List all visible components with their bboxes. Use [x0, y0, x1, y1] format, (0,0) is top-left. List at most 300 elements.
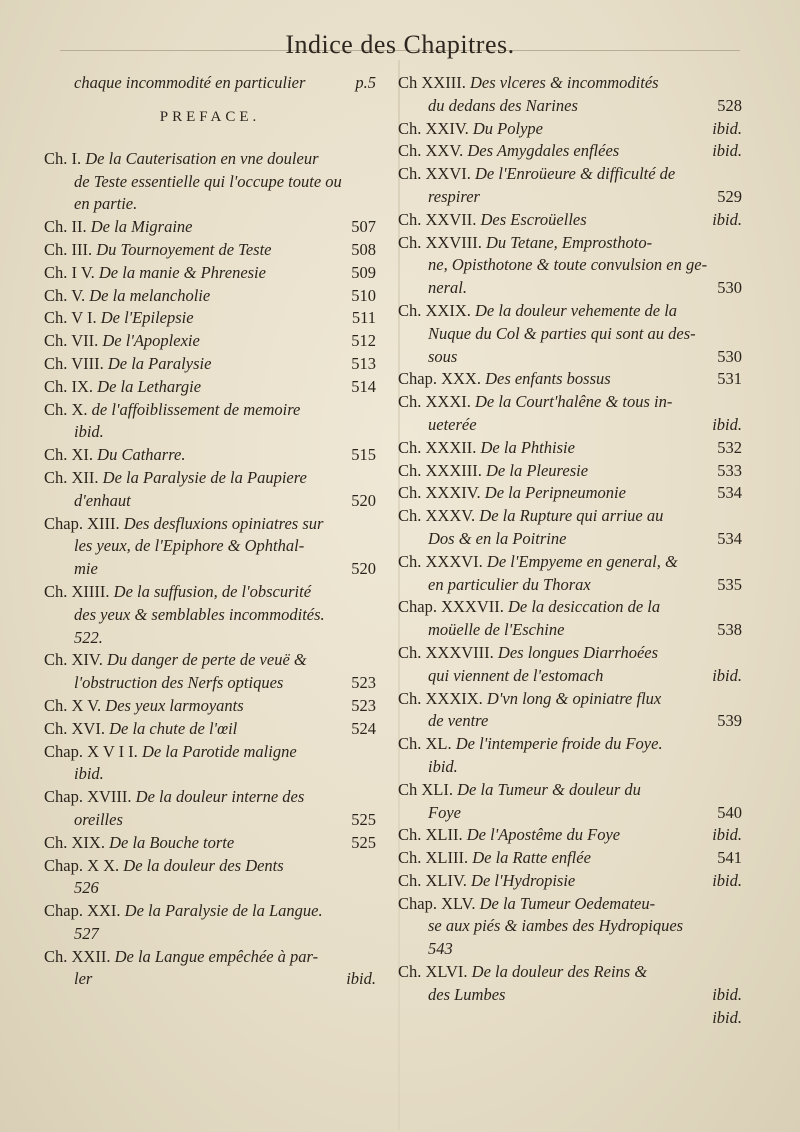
chapter-entry [398, 779, 742, 825]
chapter-entry-continuation [398, 915, 742, 938]
chapter-number: Ch. XXXVIII. [398, 642, 494, 662]
chapter-title: De la Paralysie [107, 353, 212, 373]
chapter-entry-continuation [398, 346, 742, 369]
chapter-entry-continuation [398, 414, 742, 437]
chapter-title: De l'Hydropisie [471, 870, 576, 890]
page-number: 534 [717, 528, 742, 548]
page-number: 528 [717, 95, 742, 115]
chapter-entry-continuation [398, 665, 742, 688]
chapter-entry-continuation [44, 627, 376, 650]
chapter-title: Nuque du Col & parties qui sont au des- [428, 323, 696, 343]
chapter-entry [44, 262, 376, 285]
page-number: 512 [351, 331, 376, 351]
chapter-entry [44, 376, 376, 399]
chapter-entry-line [44, 216, 376, 239]
chapter-title: De la Phthisie [480, 437, 575, 457]
chapter-entry-continuation [398, 938, 742, 961]
chapter-number: Ch. XVI. [44, 718, 105, 738]
page-number: 511 [351, 308, 376, 328]
page-number: 529 [717, 186, 742, 206]
chapter-entry-continuation [398, 277, 742, 300]
chapter-entry-line [44, 467, 376, 490]
chapter-title: De la Migraine [90, 217, 193, 237]
chapter-entry-continuation [44, 672, 376, 695]
chapter-number: Ch. XXXV. [398, 506, 476, 526]
chapter-entry-line [398, 209, 742, 232]
chapter-title: De l'Apoplexie [102, 331, 200, 351]
chapter-entry-line [44, 855, 376, 878]
chapter-entry-continuation [398, 984, 742, 1007]
page-number: ibid. [712, 118, 742, 138]
page-number: 525 [351, 832, 376, 852]
chapter-entry-line [44, 695, 376, 718]
chapter-entry-line [398, 232, 742, 255]
page-number: 532 [717, 437, 742, 457]
chapter-entry-line [398, 140, 742, 163]
chapter-title: 526 [74, 878, 99, 898]
chapter-number: Ch. III. [44, 239, 93, 259]
chapter-title: Du Tournoyement de Teste [96, 239, 272, 259]
chapter-entry-line [44, 262, 376, 285]
chapter-entry [398, 232, 742, 300]
chapter-title: De la douleur des Dents [123, 855, 284, 875]
chapter-title: des yeux & semblables incommodités. [74, 604, 325, 624]
chapter-title: De la desiccation de la [507, 597, 661, 617]
chapter-title: Dos & en la Poitrine [428, 528, 567, 548]
chapter-title: De la Langue empêchée à par- [114, 946, 319, 966]
chapter-number: Ch. XI. [44, 445, 94, 465]
chapter-number: Chap. X V I I. [44, 741, 138, 761]
chapter-entry-line [44, 399, 376, 422]
chapter-entry-line [44, 376, 376, 399]
chapter-title: De la manie & Phrenesie [98, 262, 266, 282]
chapter-entry [398, 551, 742, 597]
chapter-entry [398, 642, 742, 688]
page-number: ibid. [712, 825, 742, 845]
chapter-entry [398, 368, 742, 391]
chapter-title: de Teste essentielle qui l'occupe toute ou [74, 171, 342, 191]
chapter-title: De la Bouche torte [109, 832, 235, 852]
chapter-title: De l'Enroüeure & difficulté de [475, 164, 676, 184]
chapter-entry [398, 300, 742, 368]
chapter-title: qui viennent de l'estomach [428, 665, 604, 685]
chapter-title: Foye [428, 802, 461, 822]
chapter-entry [44, 307, 376, 330]
chapter-entry-line [398, 460, 742, 483]
chapter-entry-continuation [398, 323, 742, 346]
page-number: 510 [351, 285, 376, 305]
chapter-title: ibid. [74, 764, 104, 784]
chapter-entry-line [398, 642, 742, 665]
chapter-entry [44, 946, 376, 992]
chapter-title: D'vn long & opiniatre flux [486, 688, 662, 708]
chapter-number: Ch. X. [44, 399, 88, 419]
chapter-entry [44, 467, 376, 513]
page-number: ibid. [712, 414, 742, 434]
chapter-title: du dedans des Narines [428, 95, 578, 115]
chapter-number: Chap. XXXVII. [398, 597, 504, 617]
chapter-title: De la Ratte enflée [472, 848, 591, 868]
chapter-entry-continuation [44, 193, 376, 216]
chapter-number: Ch. XII. [44, 467, 99, 487]
chapter-entry-continuation [44, 763, 376, 786]
chapter-entry-continuation [398, 619, 742, 642]
chapter-title: De la Court'halêne & tous in- [475, 392, 673, 412]
chapter-entry-continuation [44, 558, 376, 581]
chapter-title: 522. [74, 627, 103, 647]
chapter-entry-line [398, 163, 742, 186]
chapter-title: Des Escroüelles [480, 209, 587, 229]
chapter-number: Ch. XL. [398, 734, 452, 754]
chapter-entry-line [44, 832, 376, 855]
chapter-number: Chap. X X. [44, 855, 120, 875]
chapter-number: Ch. XXXI. [398, 392, 471, 412]
chapter-number: Chap. XXX. [398, 369, 481, 389]
chapter-number: Ch. XXXIX. [398, 688, 483, 708]
chapter-entry [44, 399, 376, 445]
chapter-number: Ch. XXVII. [398, 209, 477, 229]
chapter-title: De l'Epilepsie [100, 308, 194, 328]
chapter-number: Ch. XXXIII. [398, 460, 482, 480]
chapter-title: Des Amygdales enflées [467, 141, 620, 161]
chapter-title: l'obstruction des Nerfs optiques [74, 673, 284, 693]
chapter-title: moüelle de l'Eschine [428, 620, 565, 640]
chapter-entry-continuation [44, 877, 376, 900]
chapter-entry [398, 505, 742, 551]
page-number: 508 [351, 239, 376, 259]
continuation-line [44, 72, 376, 95]
chapter-entry-line [44, 946, 376, 969]
chapter-number: Chap. XLV. [398, 893, 476, 913]
chapter-number: Ch XXIII. [398, 73, 466, 92]
chapter-entry-continuation [398, 528, 742, 551]
chapter-entry [44, 855, 376, 901]
chapter-title: ibid. [74, 422, 104, 442]
right-column [398, 72, 742, 1029]
chapter-title: Des enfants bossus [485, 369, 611, 389]
chapter-number: Ch. VII. [44, 331, 99, 351]
chapter-number: Ch. XXXII. [398, 437, 477, 457]
chapter-number: Chap. XVIII. [44, 787, 132, 807]
chapter-entry [44, 741, 376, 787]
chapter-title: ne, Opisthotone & toute convulsion en ge- [428, 255, 708, 275]
chapter-entry-line [44, 900, 376, 923]
chapter-entry-continuation [44, 968, 376, 991]
chapter-entry [398, 596, 742, 642]
chapter-entry-line [398, 551, 742, 574]
chapter-number: Chap. XXI. [44, 901, 121, 921]
chapter-entry-line [398, 847, 742, 870]
right-entry-list [398, 72, 742, 1007]
chapter-number: Ch. II. [44, 217, 87, 237]
chapter-entry [398, 140, 742, 163]
page-number: 530 [717, 278, 742, 298]
chapter-entry [44, 718, 376, 741]
page-number: ibid. [346, 969, 376, 989]
chapter-title: 543 [428, 939, 453, 959]
chapter-entry [44, 695, 376, 718]
chapter-entry-line [398, 505, 742, 528]
page-number: 523 [351, 673, 376, 693]
chapter-number: Ch. XXIV. [398, 118, 469, 138]
chapter-number: Ch. IX. [44, 376, 94, 396]
page-number: 520 [351, 490, 376, 510]
page-number: 520 [351, 559, 376, 579]
chapter-entry [44, 285, 376, 308]
chapter-number: Ch. XIIII. [44, 581, 110, 601]
page-number: ibid. [712, 665, 742, 685]
chapter-title: De la Tumeur & douleur du [457, 779, 641, 799]
trailing-ibid [398, 1007, 742, 1030]
chapter-title: ueterée [428, 414, 477, 434]
page-number: 533 [717, 460, 742, 480]
left-column [44, 72, 376, 991]
chapter-title: d'enhaut [74, 490, 131, 510]
chapter-title: oreilles [74, 809, 123, 829]
chapter-entry-line [398, 688, 742, 711]
chapter-title: en partie. [74, 194, 138, 214]
chapter-entry [398, 391, 742, 437]
chapter-number: Chap. XIII. [44, 513, 120, 533]
chapter-entry [44, 649, 376, 695]
chapter-title: De la Tumeur Oedemateu- [479, 893, 656, 913]
continuation-page: p.5 [355, 73, 376, 92]
chapter-number: Ch. I. [44, 148, 82, 168]
chapter-number: Ch XLI. [398, 779, 453, 799]
chapter-entry-continuation [398, 802, 742, 825]
chapter-number: Ch. V I. [44, 308, 97, 328]
chapter-number: Ch. XXXIV. [398, 483, 481, 503]
chapter-title: se aux piés & iambes des Hydropiques [428, 916, 684, 936]
chapter-entry-line [398, 72, 742, 95]
chapter-title: De l'Empyeme en general, & [486, 551, 678, 571]
chapter-title: De la Cauterisation en vne douleur [85, 148, 319, 168]
chapter-entry-line [398, 391, 742, 414]
chapter-title: en particulier du Thorax [428, 574, 591, 594]
chapter-entry-line [398, 437, 742, 460]
chapter-number: Ch. XIX. [44, 832, 105, 852]
chapter-entry-continuation [398, 95, 742, 118]
chapter-title: sous [428, 346, 458, 366]
chapter-entry [398, 437, 742, 460]
chapter-entry-line [44, 307, 376, 330]
continuation-text: chaque incommodité en particulier [74, 73, 306, 92]
page-number: 531 [717, 369, 742, 389]
chapter-title: De la suffusion, de l'obscurité [113, 581, 312, 601]
chapter-title: De la Peripneumonie [484, 483, 626, 503]
chapter-entry [44, 786, 376, 832]
chapter-number: Ch. XLII. [398, 825, 463, 845]
chapter-number: Ch. I V. [44, 262, 95, 282]
chapter-title: mie [74, 559, 98, 579]
chapter-title: De la Pleuresie [486, 460, 589, 480]
chapter-entry [44, 330, 376, 353]
chapter-entry [398, 163, 742, 209]
chapter-entry-continuation [44, 421, 376, 444]
chapter-entry-continuation [398, 710, 742, 733]
chapter-title: De la douleur interne des [135, 787, 305, 807]
page-number: 509 [351, 262, 376, 282]
chapter-title: Du Tetane, Emprosthoto- [486, 232, 653, 252]
chapter-entry-line [44, 330, 376, 353]
chapter-title: Des longues Diarrhoées [497, 642, 659, 662]
chapter-entry-line [44, 148, 376, 171]
chapter-entry [44, 353, 376, 376]
chapter-title: De l'intemperie froide du Foye. [455, 734, 663, 754]
chapter-entry [44, 581, 376, 649]
chapter-entry [398, 893, 742, 961]
chapter-number: Ch. XXIX. [398, 300, 471, 320]
chapter-title: respirer [428, 186, 480, 206]
chapter-entry [44, 444, 376, 467]
page-number: 534 [717, 483, 742, 503]
chapter-title: Du Catharre. [97, 445, 186, 465]
chapter-title: Du danger de perte de veuë & [106, 650, 307, 670]
chapter-entry [44, 148, 376, 216]
page-number: 530 [717, 346, 742, 366]
chapter-title: de ventre [428, 711, 489, 731]
chapter-entry-continuation [398, 186, 742, 209]
chapter-title: De la Parotide maligne [141, 741, 297, 761]
preface-heading: PREFACE. [159, 108, 261, 125]
chapter-entry-line [44, 786, 376, 809]
chapter-title: De la Lethargie [97, 376, 202, 396]
chapter-number: Ch. XLIV. [398, 870, 467, 890]
page-number: 540 [717, 802, 742, 822]
chapter-title: De la melancholie [89, 285, 211, 305]
chapter-title: Des vlceres & incommodités [469, 73, 659, 92]
chapter-entry-line [44, 513, 376, 536]
page-number: 513 [351, 353, 376, 373]
chapter-entry-line [398, 300, 742, 323]
chapter-entry-line [398, 118, 742, 141]
chapter-entry [398, 209, 742, 232]
chapter-number: Ch. XLVI. [398, 962, 468, 982]
chapter-title: Des desfluxions opiniatres sur [123, 513, 324, 533]
page-number: ibid. [712, 870, 742, 890]
chapter-entry-line [398, 779, 742, 802]
chapter-number: Ch. XLIII. [398, 848, 469, 868]
chapter-entry [44, 900, 376, 946]
chapter-entry-line [398, 368, 742, 391]
chapter-number: Ch. XXVIII. [398, 232, 482, 252]
chapter-entry [398, 482, 742, 505]
chapter-entry [398, 72, 742, 118]
chapter-title: De la douleur des Reins & [471, 962, 648, 982]
chapter-number: Ch. X V. [44, 695, 102, 715]
chapter-entry-continuation [44, 535, 376, 558]
chapter-number: Ch. XXII. [44, 946, 111, 966]
chapter-title: De la Paralysie de la Paupiere [102, 467, 307, 487]
page-number: ibid. [712, 984, 742, 1004]
trailing-ibid-text: ibid. [712, 1007, 742, 1027]
chapter-title: De la chute de l'œil [109, 718, 238, 738]
chapter-entry-line [398, 961, 742, 984]
chapter-title: De la Paralysie de la Langue. [124, 901, 323, 921]
chapter-title: de l'affoiblissement de memoire [91, 399, 301, 419]
chapter-title: De la Rupture qui arriue au [479, 506, 664, 526]
chapter-entry-continuation [44, 923, 376, 946]
page-number: 538 [717, 620, 742, 640]
page-number: 524 [351, 718, 376, 738]
chapter-entry [398, 733, 742, 779]
chapter-entry [44, 239, 376, 262]
page-number: 507 [351, 217, 376, 237]
chapter-title: neral. [428, 278, 467, 298]
chapter-number: Ch. XXVI. [398, 164, 471, 184]
page-title: Indice des Chapitres. [285, 30, 515, 59]
chapter-entry-line [398, 733, 742, 756]
chapter-entry [398, 460, 742, 483]
chapter-entry-line [44, 444, 376, 467]
chapter-entry-line [44, 741, 376, 764]
chapter-entry-line [44, 718, 376, 741]
chapter-title: des Lumbes [428, 984, 506, 1004]
chapter-title: De la douleur vehemente de la [475, 300, 678, 320]
chapter-number: Ch. XXXVI. [398, 551, 483, 571]
chapter-entry [398, 961, 742, 1007]
page-number: 514 [351, 376, 376, 396]
chapter-entry-continuation [398, 254, 742, 277]
chapter-title: 527 [74, 923, 99, 943]
chapter-entry-continuation [398, 574, 742, 597]
chapter-title: ler [74, 969, 93, 989]
left-entry-list [44, 148, 376, 991]
page-number: ibid. [712, 209, 742, 229]
page-number: 525 [351, 809, 376, 829]
page-number: ibid. [712, 141, 742, 161]
chapter-entry [44, 513, 376, 581]
chapter-entry-line [44, 649, 376, 672]
chapter-number: Ch. V. [44, 285, 86, 305]
chapter-entry-line [44, 285, 376, 308]
chapter-entry-line [44, 239, 376, 262]
chapter-title: Du Polype [472, 118, 543, 138]
chapter-entry [398, 118, 742, 141]
chapter-entry-continuation [398, 756, 742, 779]
chapter-entry-line [398, 870, 742, 893]
chapter-entry-line [44, 353, 376, 376]
page-number: 523 [351, 695, 376, 715]
chapter-entry-continuation [44, 604, 376, 627]
chapter-entry-line [398, 824, 742, 847]
chapter-title: les yeux, de l'Epiphore & Ophthal- [74, 536, 305, 556]
page-number: 535 [717, 574, 742, 594]
chapter-title: ibid. [428, 756, 458, 776]
page-number: 541 [717, 848, 742, 868]
chapter-entry [44, 216, 376, 239]
chapter-entry-continuation [44, 171, 376, 194]
chapter-entry-continuation [44, 490, 376, 513]
chapter-entry-line [398, 893, 742, 916]
chapter-title: Des yeux larmoyants [105, 695, 244, 715]
chapter-entry [398, 688, 742, 734]
chapter-entry [398, 870, 742, 893]
chapter-entry-line [398, 482, 742, 505]
chapter-number: Ch. XIV. [44, 650, 103, 670]
chapter-entry [44, 832, 376, 855]
chapter-number: Ch. VIII. [44, 353, 104, 373]
chapter-entry [398, 847, 742, 870]
page-number: 539 [717, 711, 742, 731]
chapter-entry-line [44, 581, 376, 604]
chapter-number: Ch. XXV. [398, 141, 464, 161]
page-number: 515 [351, 445, 376, 465]
chapter-entry-line [398, 596, 742, 619]
chapter-entry [398, 824, 742, 847]
chapter-entry-continuation [44, 809, 376, 832]
chapter-title: De l'Apostême du Foye [466, 825, 621, 845]
